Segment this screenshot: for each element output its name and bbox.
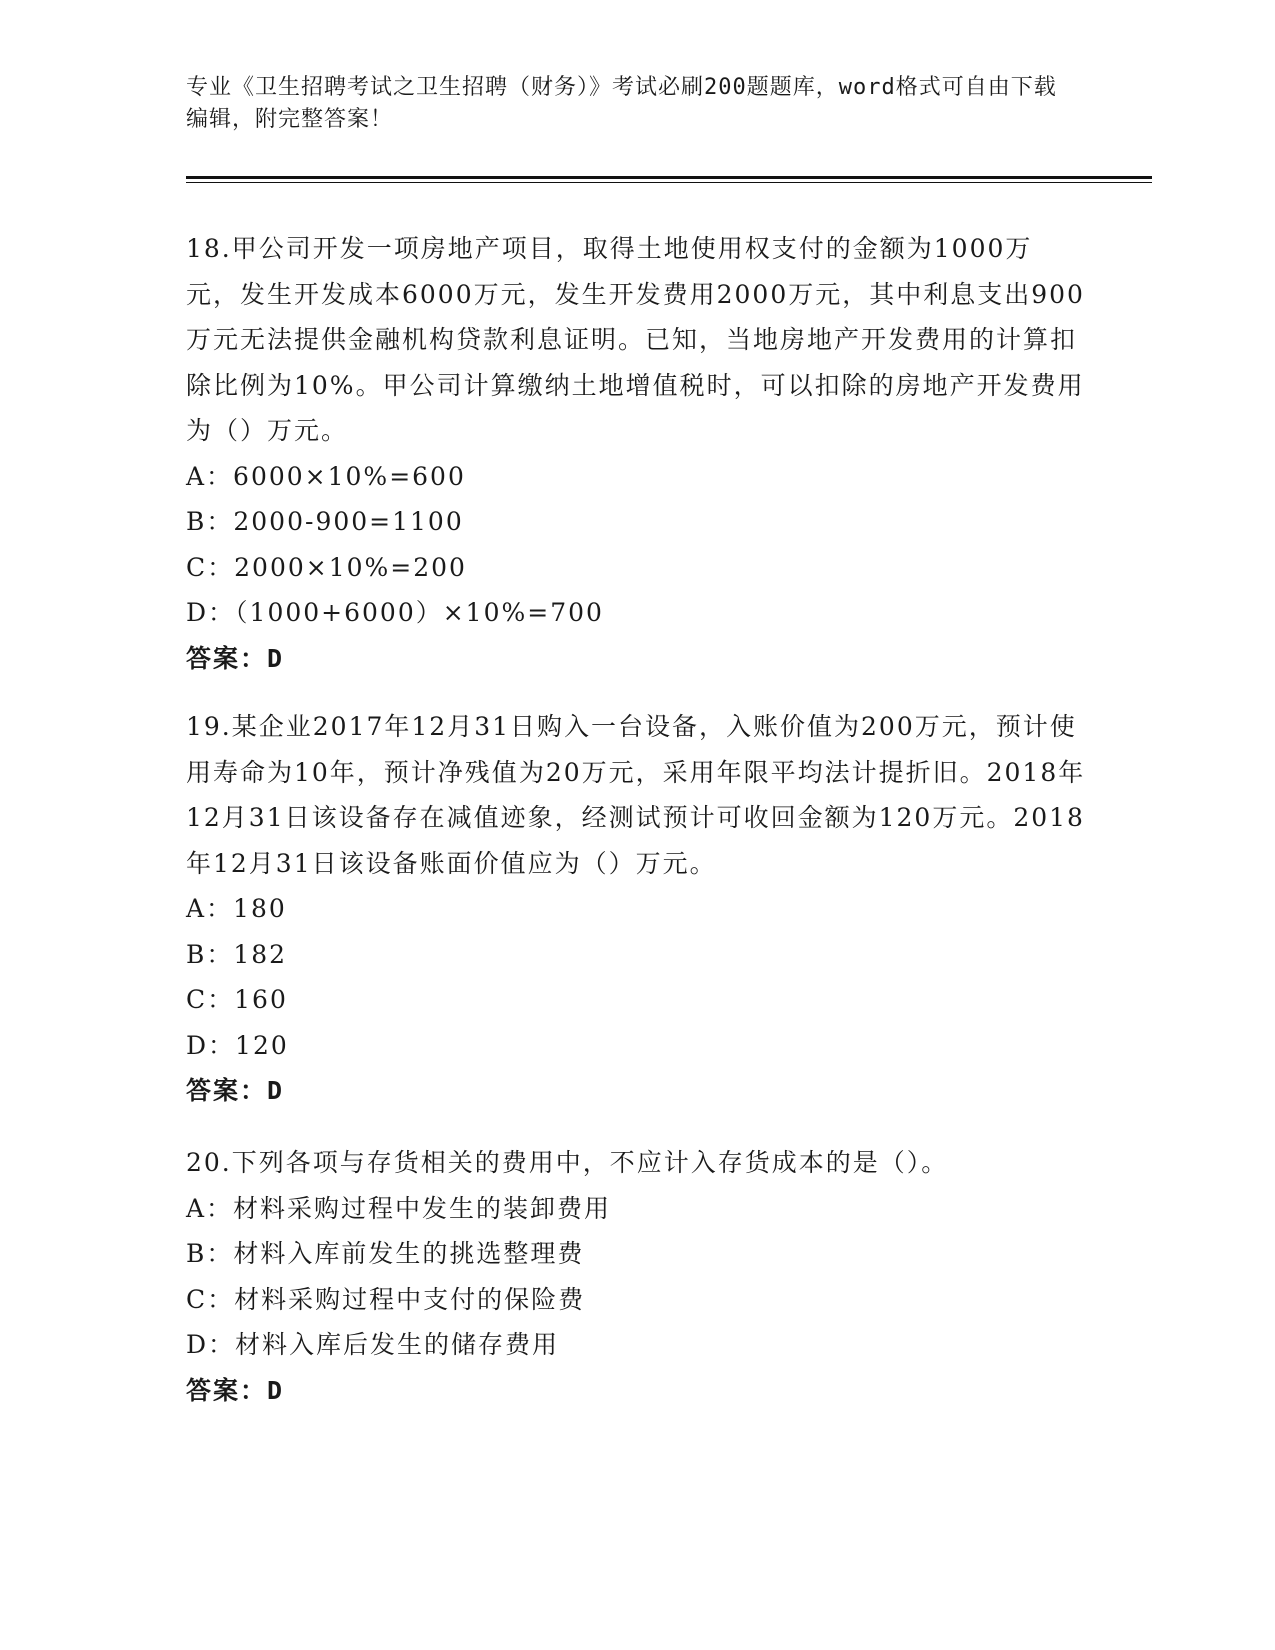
option-c: C：160 bbox=[186, 985, 288, 1014]
option-b: B：182 bbox=[186, 939, 288, 969]
question-stem: 18.甲公司开发一项房地产项目，取得土地使用权支付的金额为1000万元，发生开发成本6000万元，发生开发费用2000万元，其中利息支出900万元无法提供金融机构贷款利息证明。已知，当地房地产开发费用的计算扣除比例为10%。甲公司计算缴纳土地增值税时，可以扣除的房地产开发费用为（）万元。 bbox=[186, 234, 1085, 445]
option-c: C：材料采购过程中支付的保险费 bbox=[186, 1284, 586, 1314]
question-stem: 20.下列各项与存货相关的费用中，不应计入存货成本的是（）。 bbox=[186, 1148, 949, 1177]
header-divider-thick bbox=[186, 176, 1152, 179]
option-d: D：材料入库后发生的储存费用 bbox=[186, 1330, 560, 1359]
question-19 bbox=[186, 704, 1086, 1114]
option-d: D：120 bbox=[186, 1030, 289, 1060]
question-20 bbox=[186, 1140, 1086, 1413]
option-c: C：2000×10%=200 bbox=[186, 552, 467, 582]
answer-line: 答案：D bbox=[186, 643, 285, 673]
option-a: A：6000×10%=600 bbox=[186, 461, 466, 491]
option-a: A：180 bbox=[186, 894, 287, 923]
option-a: A：材料采购过程中发生的装卸费用 bbox=[186, 1193, 612, 1223]
header-divider-thin bbox=[186, 182, 1152, 183]
option-b: B：材料入库前发生的挑选整理费 bbox=[186, 1239, 585, 1268]
answer-line: 答案：D bbox=[186, 1076, 285, 1105]
question-18 bbox=[186, 226, 1086, 681]
option-b: B：2000-900=1100 bbox=[186, 507, 464, 536]
option-d: D：（1000+6000）×10%=700 bbox=[186, 598, 604, 627]
answer-line: 答案：D bbox=[186, 1375, 285, 1405]
question-stem: 19.某企业2017年12月31日购入一台设备，入账价值为200万元，预计使用寿命为10年，预计净残值为20万元，采用年限平均法计提折旧。2018年12月31日该设备存在减值迹象，经测试预计可收回金额为120万元。2018年12月31日该设备账面价值应为（）万元。 bbox=[186, 712, 1086, 878]
document-header: 专业《卫生招聘考试之卫生招聘（财务）》考试必刷200题题库，word格式可自由下载编辑，附完整答案！ bbox=[186, 75, 1057, 132]
